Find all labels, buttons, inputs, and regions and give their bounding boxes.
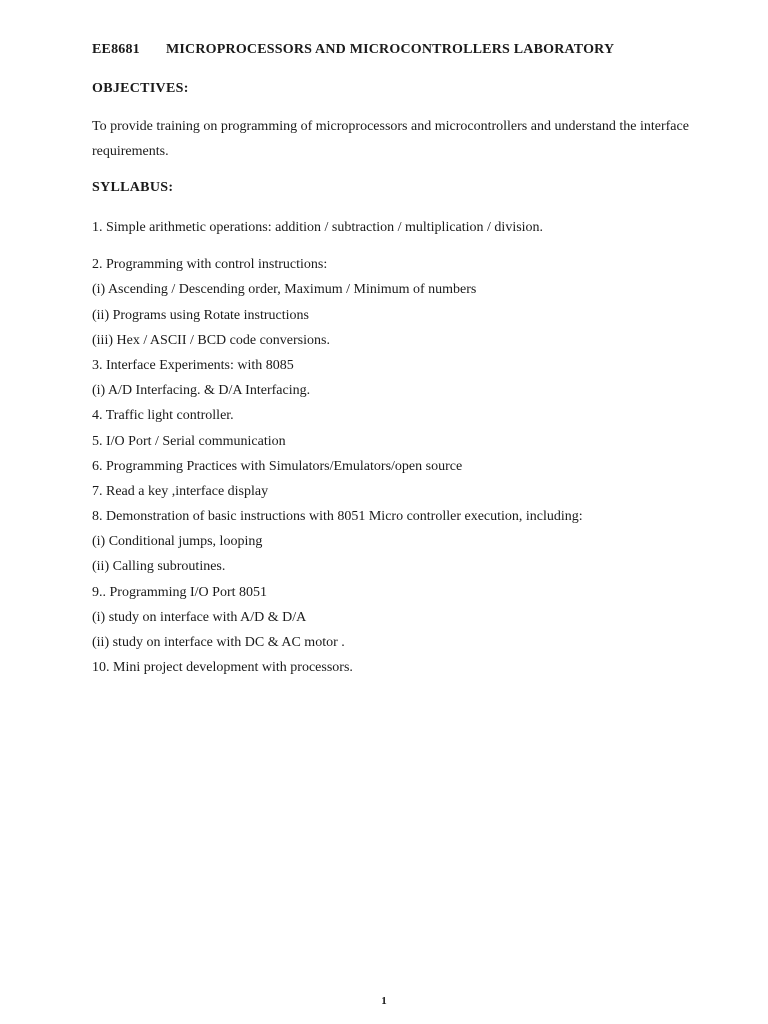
syllabus-item: 5. I/O Port / Serial communication [92, 433, 286, 449]
syllabus-item: 6. Programming Practices with Simulators/Emulators/open source [92, 458, 463, 474]
syllabus-item: 4. Traffic light controller. [92, 408, 234, 424]
syllabus-item: 1. Simple arithmetic operations: addition / subtraction / multiplication / division. [92, 220, 544, 235]
syllabus-item: 7. Read a key ,interface display [92, 483, 269, 499]
syllabus-item: 3. Interface Experiments: with 8085 [92, 357, 294, 373]
syllabus-item: (ii) Programs using Rotate instructions [92, 307, 309, 323]
syllabus-item: (i) Conditional jumps, looping [92, 534, 263, 550]
syllabus-item: (i) A/D Interfacing. & D/A Interfacing. [92, 383, 311, 399]
syllabus-item: (ii) Calling subroutines. [92, 559, 226, 575]
syllabus-heading: SYLLABUS: [92, 180, 174, 195]
syllabus-item: (ii) study on interface with DC & AC motor . [92, 635, 345, 650]
syllabus-item: 8. Demonstration of basic instructions with 8051 Micro controller execution, including: [92, 509, 583, 525]
syllabus-item: (iii) Hex / ASCII / BCD code conversions. [92, 332, 330, 348]
syllabus-item: 10. Mini project development with processors. [92, 660, 353, 676]
objectives-text: To provide training on programming of microprocessors and microcontrollers and understand the interface requirements. [92, 119, 689, 159]
course-heading [92, 42, 614, 58]
syllabus-item: (i) Ascending / Descending order, Maximum / Minimum of numbers [92, 282, 477, 298]
course-code: EE8681 [92, 42, 140, 57]
syllabus-item: (i) study on interface with A/D & D/A [92, 609, 307, 625]
course-title: MICROPROCESSORS AND MICROCONTROLLERS LABORATORY [166, 42, 615, 57]
page-number: 1 [381, 995, 387, 1007]
syllabus-item: 2. Programming with control instructions: [92, 257, 328, 273]
objectives-heading: OBJECTIVES: [92, 81, 189, 96]
syllabus-item: 9.. Programming I/O Port 8051 [92, 584, 267, 600]
syllabus-list [92, 215, 712, 680]
